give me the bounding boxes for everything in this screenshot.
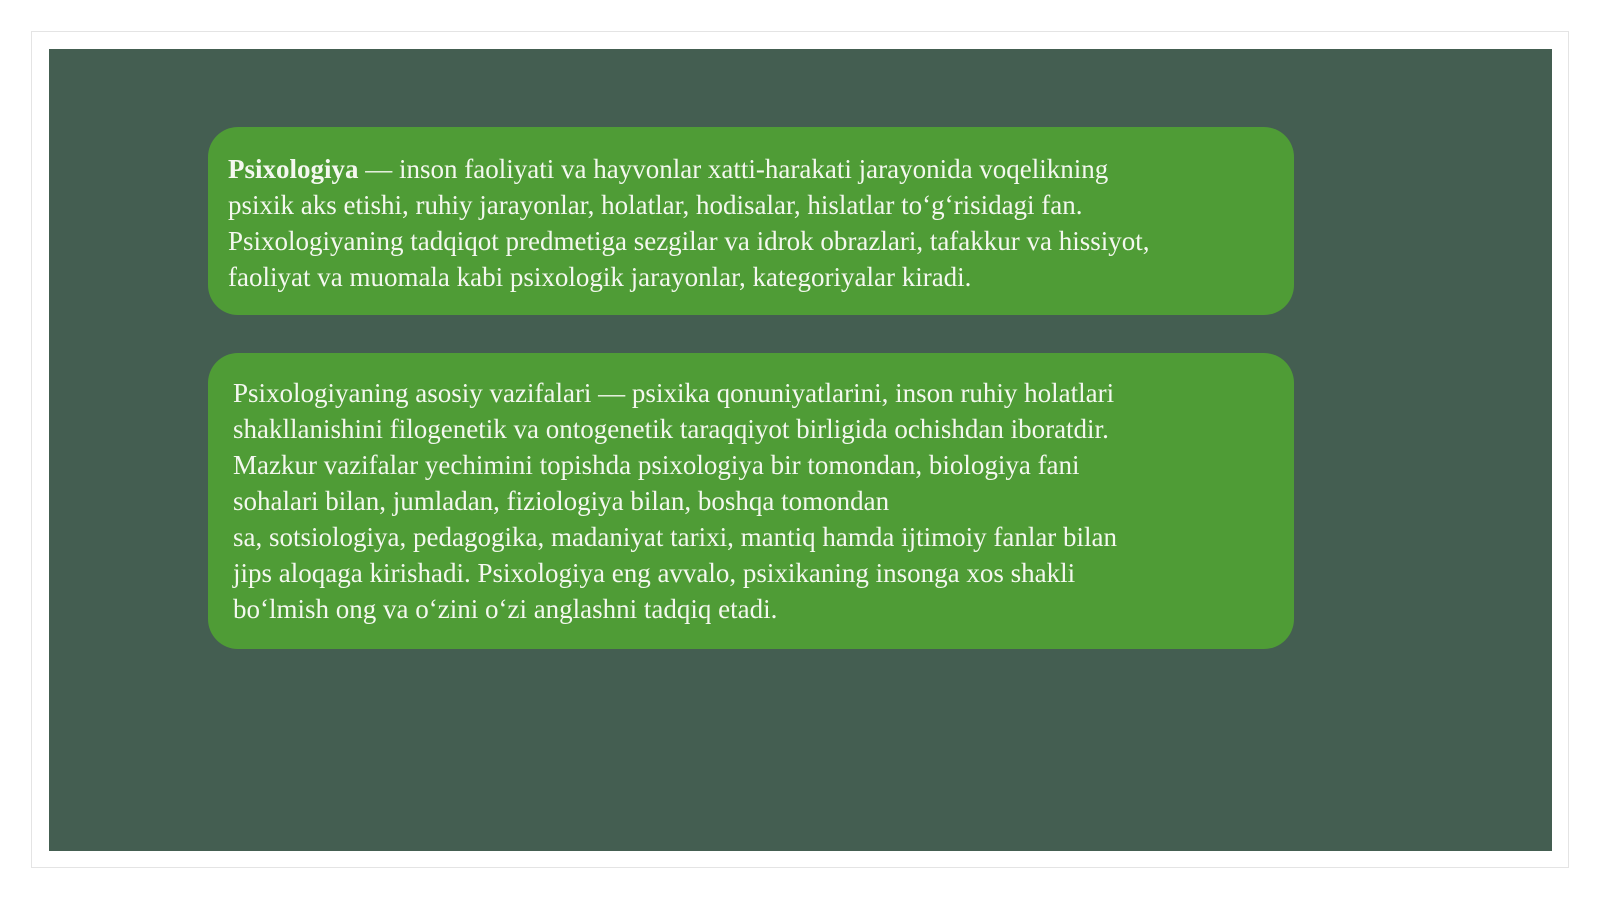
tasks-line-6: jips aloqaga kirishadi. Psixologiya eng avvalo, psixikaning insonga xos shakli [233,558,1076,588]
tasks-line-5: sa, sotsiologiya, pedagogika, madaniyat tarixi, mantiq hamda ijtimoiy fanlar bilan [233,522,1118,552]
tasks-line-7: bo‘lmish ong va o‘zini o‘zi anglashni tadqiq etadi. [233,594,778,624]
presentation-slide [49,49,1552,851]
definition-line-2: psixik aks etishi, ruhiy jarayonlar, holatlar, hodisalar, hislatlar to‘g‘risidagi fan. [228,190,1083,220]
tasks-line-2: shakllanishini filogenetik va ontogenetik taraqqiyot birligida ochishdan iboratdir. [233,414,1109,444]
tasks-card [208,353,1294,649]
definition-line-1 [228,151,1274,187]
tasks-line-3: Mazkur vazifalar yechimini topishda psixologiya bir tomondan, biologiya fani [233,450,1080,480]
tasks-line-4: sohalari bilan, jumladan, fiziologiya bilan, boshqa tomondan [233,486,890,516]
definition-line-4: faoliyat va muomala kabi psixologik jarayonlar, kategoriyalar kiradi. [228,262,972,292]
definition-card [208,127,1294,315]
definition-term: Psixologiya [228,154,359,184]
definition-line-1-text: — inson faoliyati va hayvonlar xatti-harakati jarayonida voqelikning [358,154,1109,184]
tasks-line-1: Psixologiyaning asosiy vazifalari — psixika qonuniyatlarini, inson ruhiy holatlari [233,378,1115,408]
definition-line-3: Psixologiyaning tadqiqot predmetiga sezgilar va idrok obrazlari, tafakkur va hissiyot, [228,226,1150,256]
